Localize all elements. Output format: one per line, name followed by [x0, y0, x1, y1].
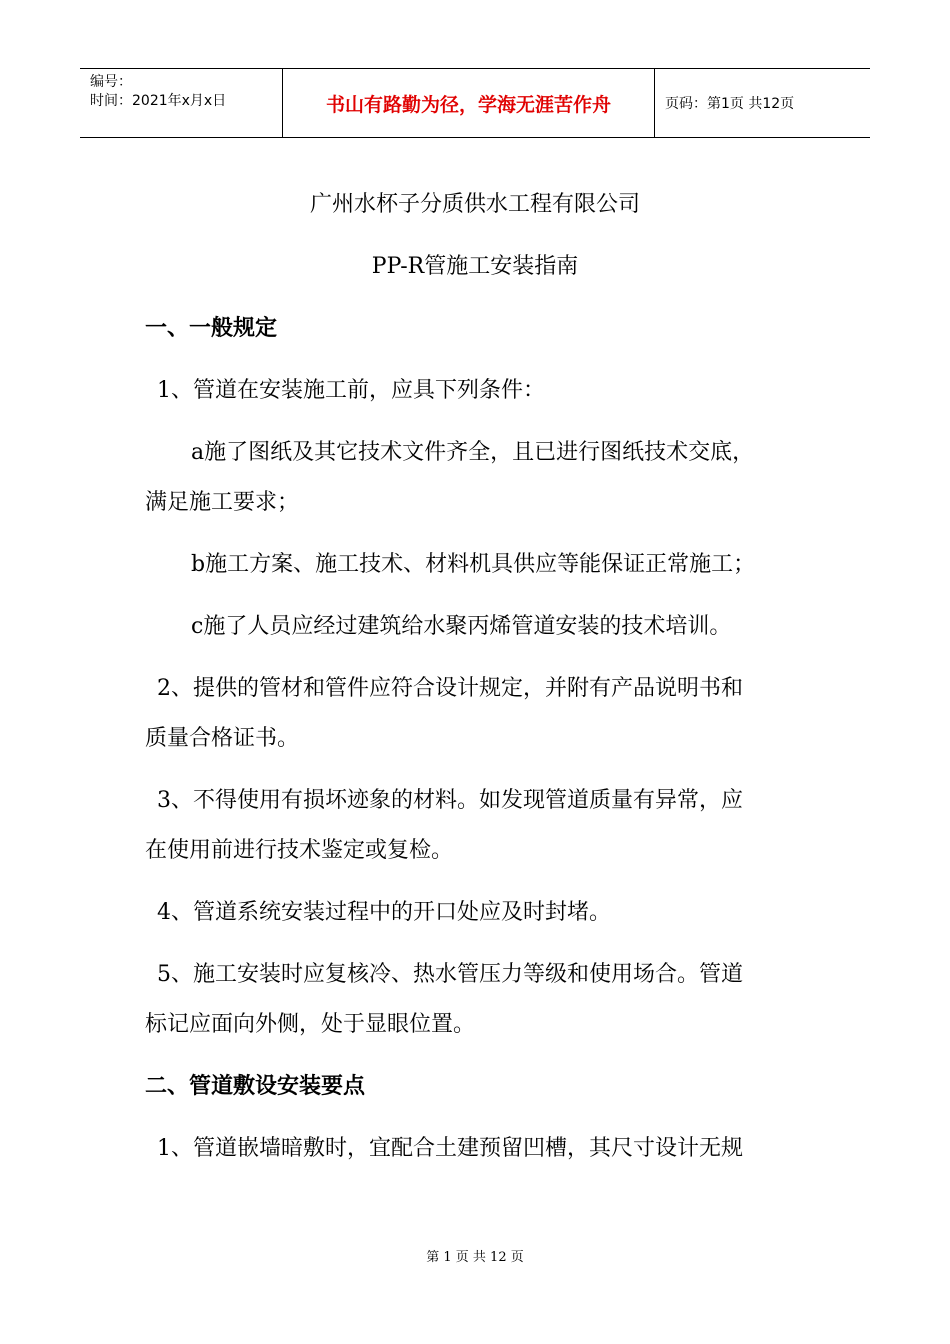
paragraph-line: 2、提供的管材和管件应符合设计规定，并附有产品说明书和	[157, 676, 743, 701]
date-line: 时间：2021年x月x日	[90, 93, 227, 109]
page-footer: 第 1 页 共 12 页	[426, 1250, 524, 1265]
paragraph-line: 满足施工要求；	[145, 490, 300, 515]
paragraph-line: 4、管道系统安装过程中的开口处应及时封堵。	[157, 900, 611, 925]
header-divider	[654, 69, 655, 137]
company-name: 广州水杯子分质供水工程有限公司	[309, 192, 640, 217]
header-meta	[90, 73, 226, 111]
header-motto: 书山有路勤为径，学海无涯苦作舟	[325, 93, 611, 116]
paragraph-line: 3、不得使用有损坏迹象的材料。如发现管道质量有异常，应	[157, 788, 743, 813]
document-title: PP-R管施工安装指南	[371, 254, 579, 279]
paragraph-line: a施了图纸及其它技术文件齐全，且已进行图纸技术交底，	[191, 440, 755, 465]
paragraph-line: 质量合格证书。	[145, 726, 300, 751]
paragraph-line: 在使用前进行技术鉴定或复检。	[145, 838, 454, 863]
paragraph-line: 1、管道在安装施工前，应具下列条件：	[157, 378, 545, 403]
paragraph-line: b施工方案、施工技术、材料机具供应等能保证正常施工；	[191, 552, 756, 577]
paragraph-line: c施了人员应经过建筑给水聚丙烯管道安装的技术培训。	[191, 614, 732, 639]
section-heading: 一、一般规定	[145, 316, 278, 341]
number-label: 编号：	[90, 74, 132, 90]
paragraph-line: 标记应面向外侧，处于显眼位置。	[145, 1012, 476, 1037]
paragraph-line: 5、施工安装时应复核冷、热水管压力等级和使用场合。管道	[157, 962, 743, 987]
header-page-info: 页码：第1页 共12页	[665, 96, 795, 112]
paragraph-line: 1、管道嵌墙暗敷时，宜配合土建预留凹槽，其尺寸设计无规	[157, 1136, 743, 1161]
section-heading: 二、管道敷设安装要点	[145, 1074, 366, 1099]
header-table	[80, 68, 870, 138]
